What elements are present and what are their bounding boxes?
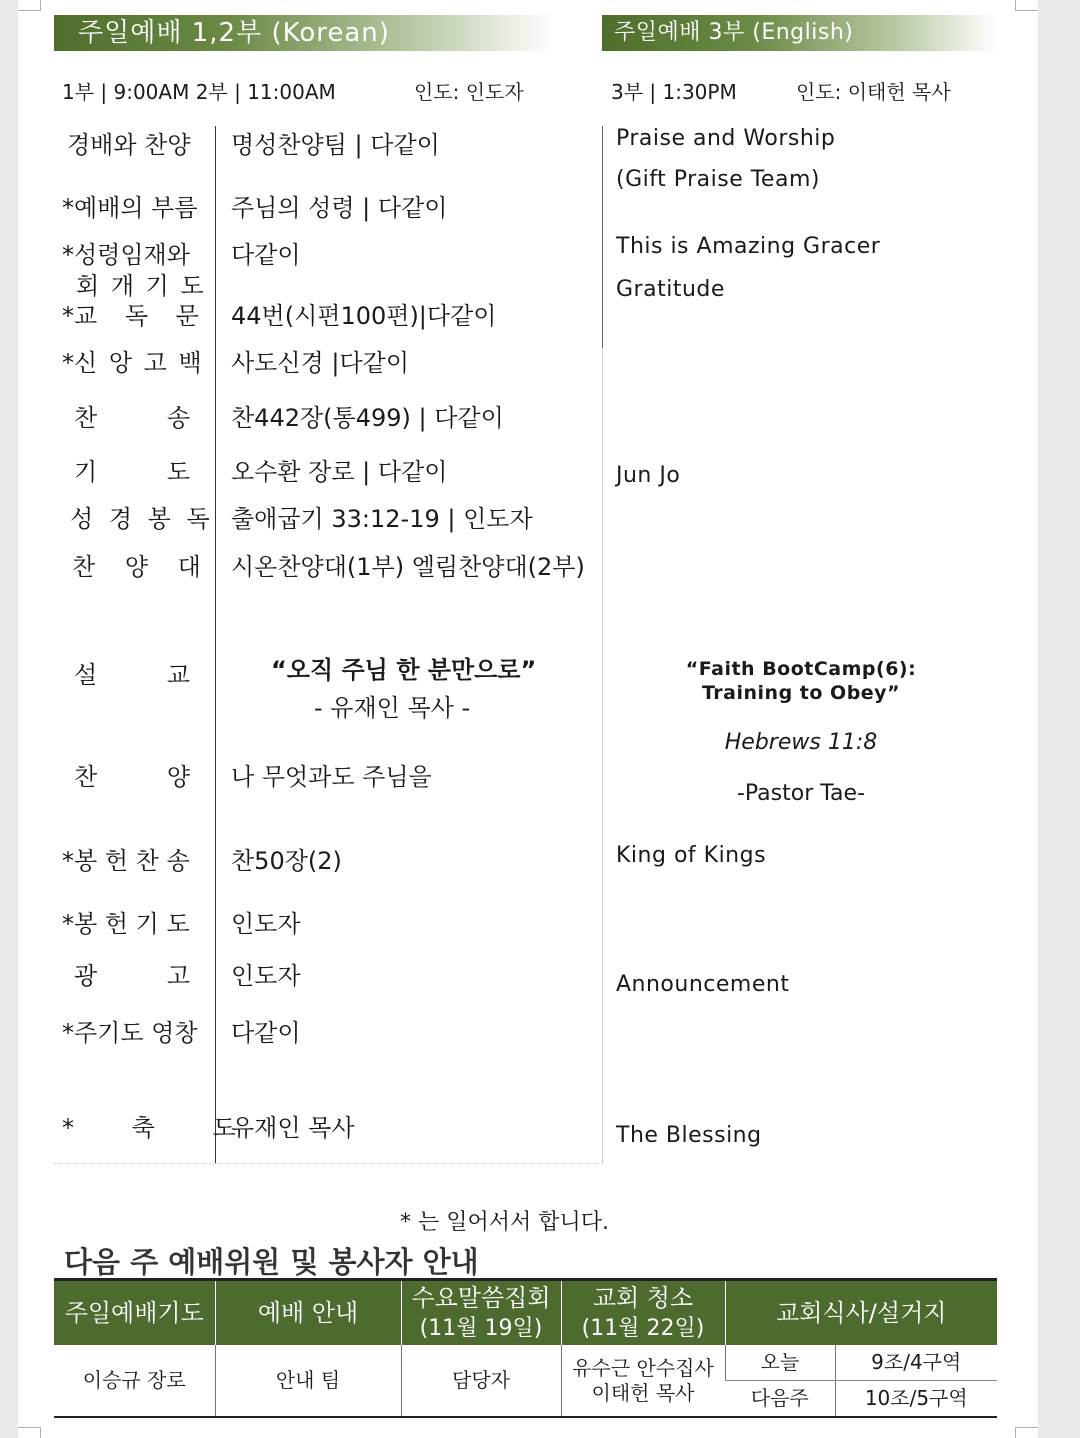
english-praise: Praise and Worship — [616, 126, 836, 151]
english-offering-song: King of Kings — [616, 843, 767, 868]
order-value: 오수환 장로 | 다같이 — [231, 458, 448, 486]
order-label: 기 도 — [74, 458, 190, 486]
order-value: 찬50장(2) — [231, 847, 342, 875]
order-value: 유재인 목사 — [231, 1114, 355, 1142]
header-usher: 예배 안내 — [215, 1280, 401, 1346]
order-label: *신 앙 고 백 — [62, 349, 202, 377]
header-sunday-prayer: 주일예배기도 — [54, 1280, 215, 1346]
order-label: 광 고 — [74, 962, 190, 990]
order-value: 다같이 — [231, 1019, 301, 1047]
order-label: 성 경 봉 독 — [70, 505, 210, 533]
english-song: Gratitude — [616, 277, 725, 302]
order-label: *예배의 부름 — [62, 194, 198, 222]
next-week-title: 다음 주 예배위원 및 봉사자 안내 — [64, 1245, 479, 1279]
meal-next-value: 10조/5구역 — [835, 1381, 997, 1418]
sermon-preacher: - 유재인 목사 - — [314, 694, 471, 722]
order-label: *성령임재와 — [62, 241, 190, 269]
korean-service-header: 주일예배 1,2부 (Korean) — [54, 15, 554, 51]
crop-mark — [18, 0, 41, 11]
english-service-leader: 인도: 이태헌 목사 — [796, 80, 951, 104]
english-blessing: The Blessing — [616, 1123, 762, 1148]
order-label: *봉 헌 찬 송 — [62, 847, 190, 875]
meal-today-label: 오늘 — [725, 1345, 835, 1381]
wednesday-cell: 담당자 — [401, 1345, 561, 1417]
korean-service-times: 1부 | 9:00AM 2부 | 11:00AM — [62, 80, 336, 104]
order-label: * 축 도 — [62, 1114, 236, 1142]
sunday-prayer-cell: 이승규 장로 — [54, 1345, 215, 1417]
order-value: 인도자 — [231, 910, 301, 938]
english-sermon-title: “Faith BootCamp(6): — [685, 658, 917, 680]
english-sermon-title: Training to Obey” — [701, 682, 901, 704]
english-prayer: Jun Jo — [616, 463, 681, 488]
header-wednesday-service: 수요말씀집회 (11월 19일) — [401, 1280, 561, 1346]
crop-mark — [18, 1427, 41, 1438]
order-label: *봉 헌 기 도 — [62, 910, 190, 938]
english-song: This is Amazing Gracer — [616, 234, 881, 259]
order-value: 시온찬양대(1부) 엘림찬양대(2부) — [231, 553, 585, 581]
order-value: 44번(시편100편)|다같이 — [231, 302, 497, 330]
standing-note: * 는 일어서서 합니다. — [400, 1210, 609, 1235]
english-announcement: Announcement — [616, 972, 790, 997]
order-label: *교 독 문 — [62, 302, 199, 330]
order-label: 회 개 기 도 — [76, 272, 206, 300]
order-value: 명성찬양팀 | 다같이 — [231, 131, 440, 159]
order-value: 찬442장(통499) | 다같이 — [231, 404, 504, 432]
header-meal-dishes: 교회식사/설거지 — [725, 1280, 997, 1346]
english-service-times: 3부 | 1:30PM — [611, 80, 737, 104]
order-label: *주기도 영창 — [62, 1019, 198, 1047]
english-preacher: -Pastor Tae- — [736, 781, 866, 806]
korean-service-leader: 인도: 인도자 — [414, 80, 524, 104]
crop-mark — [1015, 0, 1038, 11]
bulletin-page — [18, 0, 1038, 1438]
cleaning-cell: 유수근 안수집사 이태헌 목사 — [561, 1345, 725, 1417]
sermon-title: “오직 주님 한 분만으로” — [271, 656, 537, 684]
order-label: 찬 양 — [74, 763, 190, 791]
order-label: 설 교 — [74, 661, 190, 689]
order-value: 출애굽기 33:12-19 | 인도자 — [231, 505, 533, 533]
order-value: 다같이 — [231, 241, 301, 269]
order-label: 찬 송 — [74, 404, 190, 432]
next-week-table — [54, 1278, 997, 1418]
header-church-cleaning: 교회 청소 (11월 22일) — [561, 1280, 725, 1346]
english-column-divider-lower — [602, 348, 603, 1164]
english-column-divider-upper — [602, 126, 603, 348]
english-praise-team: (Gift Praise Team) — [616, 167, 820, 192]
bottom-dotted-rule — [54, 1163, 602, 1164]
order-label: 경배와 찬양 — [67, 131, 191, 159]
order-label: 찬 양 대 — [72, 553, 201, 581]
order-value: 인도자 — [231, 962, 301, 990]
order-value: 사도신경 |다같이 — [231, 349, 410, 377]
usher-cell: 안내 팀 — [215, 1345, 401, 1417]
meal-today-value: 9조/4구역 — [835, 1345, 997, 1381]
meal-next-label: 다음주 — [725, 1381, 835, 1418]
english-service-header: 주일예배 3부 (English) — [602, 15, 998, 51]
english-scripture: Hebrews 11:8 — [724, 730, 878, 755]
order-value: 주님의 성령 | 다같이 — [231, 194, 448, 222]
order-value: 나 무엇과도 주님을 — [231, 763, 432, 791]
crop-mark — [1015, 1427, 1038, 1438]
korean-column-divider — [215, 126, 216, 1164]
